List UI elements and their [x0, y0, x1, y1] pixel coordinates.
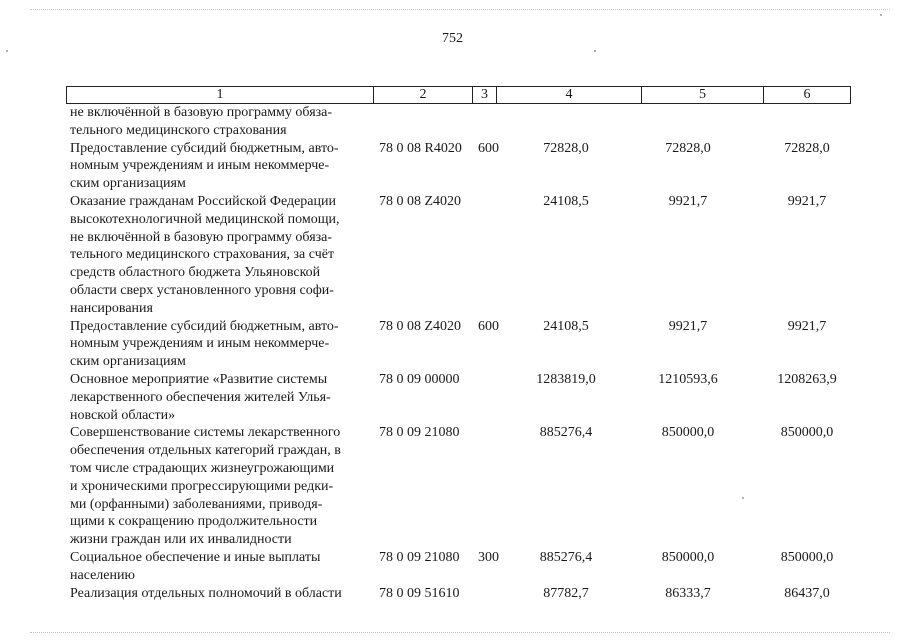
table-row — [70, 371, 845, 424]
header-col-4: 4 — [497, 87, 642, 103]
row-description — [70, 371, 372, 424]
description-line: новской области» — [70, 407, 176, 423]
value-col-6: 850000,0 — [780, 425, 834, 441]
row-description — [70, 549, 372, 585]
expense-type: 600 — [478, 140, 499, 156]
description-line: Основное мероприятие «Развитие системы — [70, 371, 328, 387]
target-code: 78 0 08 R4020 — [379, 140, 462, 156]
page-number: 752 — [442, 31, 463, 46]
value-col-4: 72828,0 — [543, 140, 589, 156]
value-col-5: 850000,0 — [661, 549, 715, 565]
table-header — [66, 86, 851, 104]
description-line: не включённой в базовую программу обяза- — [70, 229, 333, 245]
value-col-4: 885276,4 — [539, 425, 593, 441]
description-line: жизни граждан или их инвалидности — [70, 532, 292, 548]
description-line: Совершенствование системы лекарственного — [70, 425, 341, 441]
description-line: не включённой в базовую программу обяза- — [70, 105, 333, 120]
description-line: и хроническими прогрессирующими редки- — [70, 478, 334, 494]
scan-edge-bottom — [30, 632, 890, 633]
description-line: Предоставление субсидий бюджетным, авто- — [70, 318, 339, 334]
description-line: ми (орфанными) заболеваниями, приводя- — [70, 496, 323, 512]
description-line: номным учреждениям и иным некоммерче- — [70, 158, 330, 174]
table-row — [70, 585, 845, 603]
description-line: высокотехнологичной медицинской помощи, — [70, 211, 340, 227]
description-line: ским организациям — [70, 354, 186, 370]
target-code: 78 0 09 21080 — [379, 425, 460, 441]
row-description — [70, 424, 372, 549]
row-description — [70, 318, 372, 371]
expense-type: 300 — [478, 549, 499, 565]
value-col-5: 850000,0 — [661, 425, 715, 441]
scan-speck — [742, 497, 744, 499]
description-line: обеспечения отдельных категорий граждан, в — [70, 443, 341, 459]
value-col-5: 86333,7 — [665, 585, 711, 601]
description-line: тельного медицинского страхования — [70, 122, 287, 138]
target-code: 78 0 09 00000 — [379, 371, 460, 387]
description-line: щими к сокращению продолжительности — [70, 514, 318, 530]
scan-speck — [6, 50, 8, 52]
description-line: Реализация отдельных полномочий в области — [70, 585, 342, 601]
row-description — [70, 104, 372, 140]
header-col-2: 2 — [374, 87, 473, 103]
scan-speck — [880, 14, 882, 16]
target-code: 78 0 08 Z4020 — [379, 318, 462, 334]
value-col-6: 86437,0 — [784, 585, 830, 601]
header-col-1: 1 — [67, 87, 374, 103]
table-row — [70, 140, 845, 193]
table-row — [70, 104, 845, 140]
description-line: нансирования — [70, 300, 153, 316]
value-col-6: 9921,7 — [787, 193, 827, 209]
description-line: области сверх установленного уровня софи- — [70, 282, 334, 298]
target-code: 78 0 09 21080 — [379, 549, 460, 565]
description-line: тельного медицинского страхования, за счёт — [70, 247, 335, 263]
value-col-6: 9921,7 — [787, 318, 827, 334]
table-row — [70, 549, 845, 585]
description-line: лекарственного обеспечения жителей Улья- — [70, 389, 331, 405]
description-line: том числе страдающих жизнеугрожающими — [70, 460, 335, 476]
scan-speck — [594, 50, 596, 52]
description-line: населению — [70, 567, 135, 583]
value-col-4: 885276,4 — [539, 549, 593, 565]
description-line: средств областного бюджета Ульяновской — [70, 265, 321, 281]
value-col-5: 9921,7 — [668, 193, 708, 209]
row-description — [70, 140, 372, 193]
description-line: ским организациям — [70, 176, 186, 192]
value-col-4: 24108,5 — [543, 193, 589, 209]
table-row — [70, 424, 845, 549]
scan-edge-top — [30, 9, 890, 10]
value-col-6: 72828,0 — [784, 140, 830, 156]
header-col-6: 6 — [803, 87, 811, 102]
value-col-5: 72828,0 — [665, 140, 711, 156]
value-col-5: 1210593,6 — [658, 371, 718, 387]
value-col-4: 1283819,0 — [536, 371, 596, 387]
table-row — [70, 193, 845, 318]
description-line: Оказание гражданам Российской Федерации — [70, 193, 336, 209]
row-description — [70, 193, 372, 318]
header-col-3: 3 — [473, 87, 497, 103]
value-col-4: 24108,5 — [543, 318, 589, 334]
value-col-5: 9921,7 — [668, 318, 708, 334]
value-col-6: 1208263,9 — [777, 371, 837, 387]
target-code: 78 0 09 51610 — [379, 585, 460, 601]
expense-type: 600 — [478, 318, 499, 334]
description-line: Социальное обеспечение и иные выплаты — [70, 549, 321, 565]
value-col-6: 850000,0 — [780, 549, 834, 565]
value-col-4: 87782,7 — [543, 585, 589, 601]
header-col-5: 5 — [642, 87, 764, 103]
row-description — [70, 585, 372, 603]
description-line: номным учреждениям и иным некоммерче- — [70, 336, 330, 352]
table-row — [70, 318, 845, 371]
target-code: 78 0 08 Z4020 — [379, 193, 462, 209]
description-line: Предоставление субсидий бюджетным, авто- — [70, 140, 339, 156]
table-body — [70, 104, 845, 602]
